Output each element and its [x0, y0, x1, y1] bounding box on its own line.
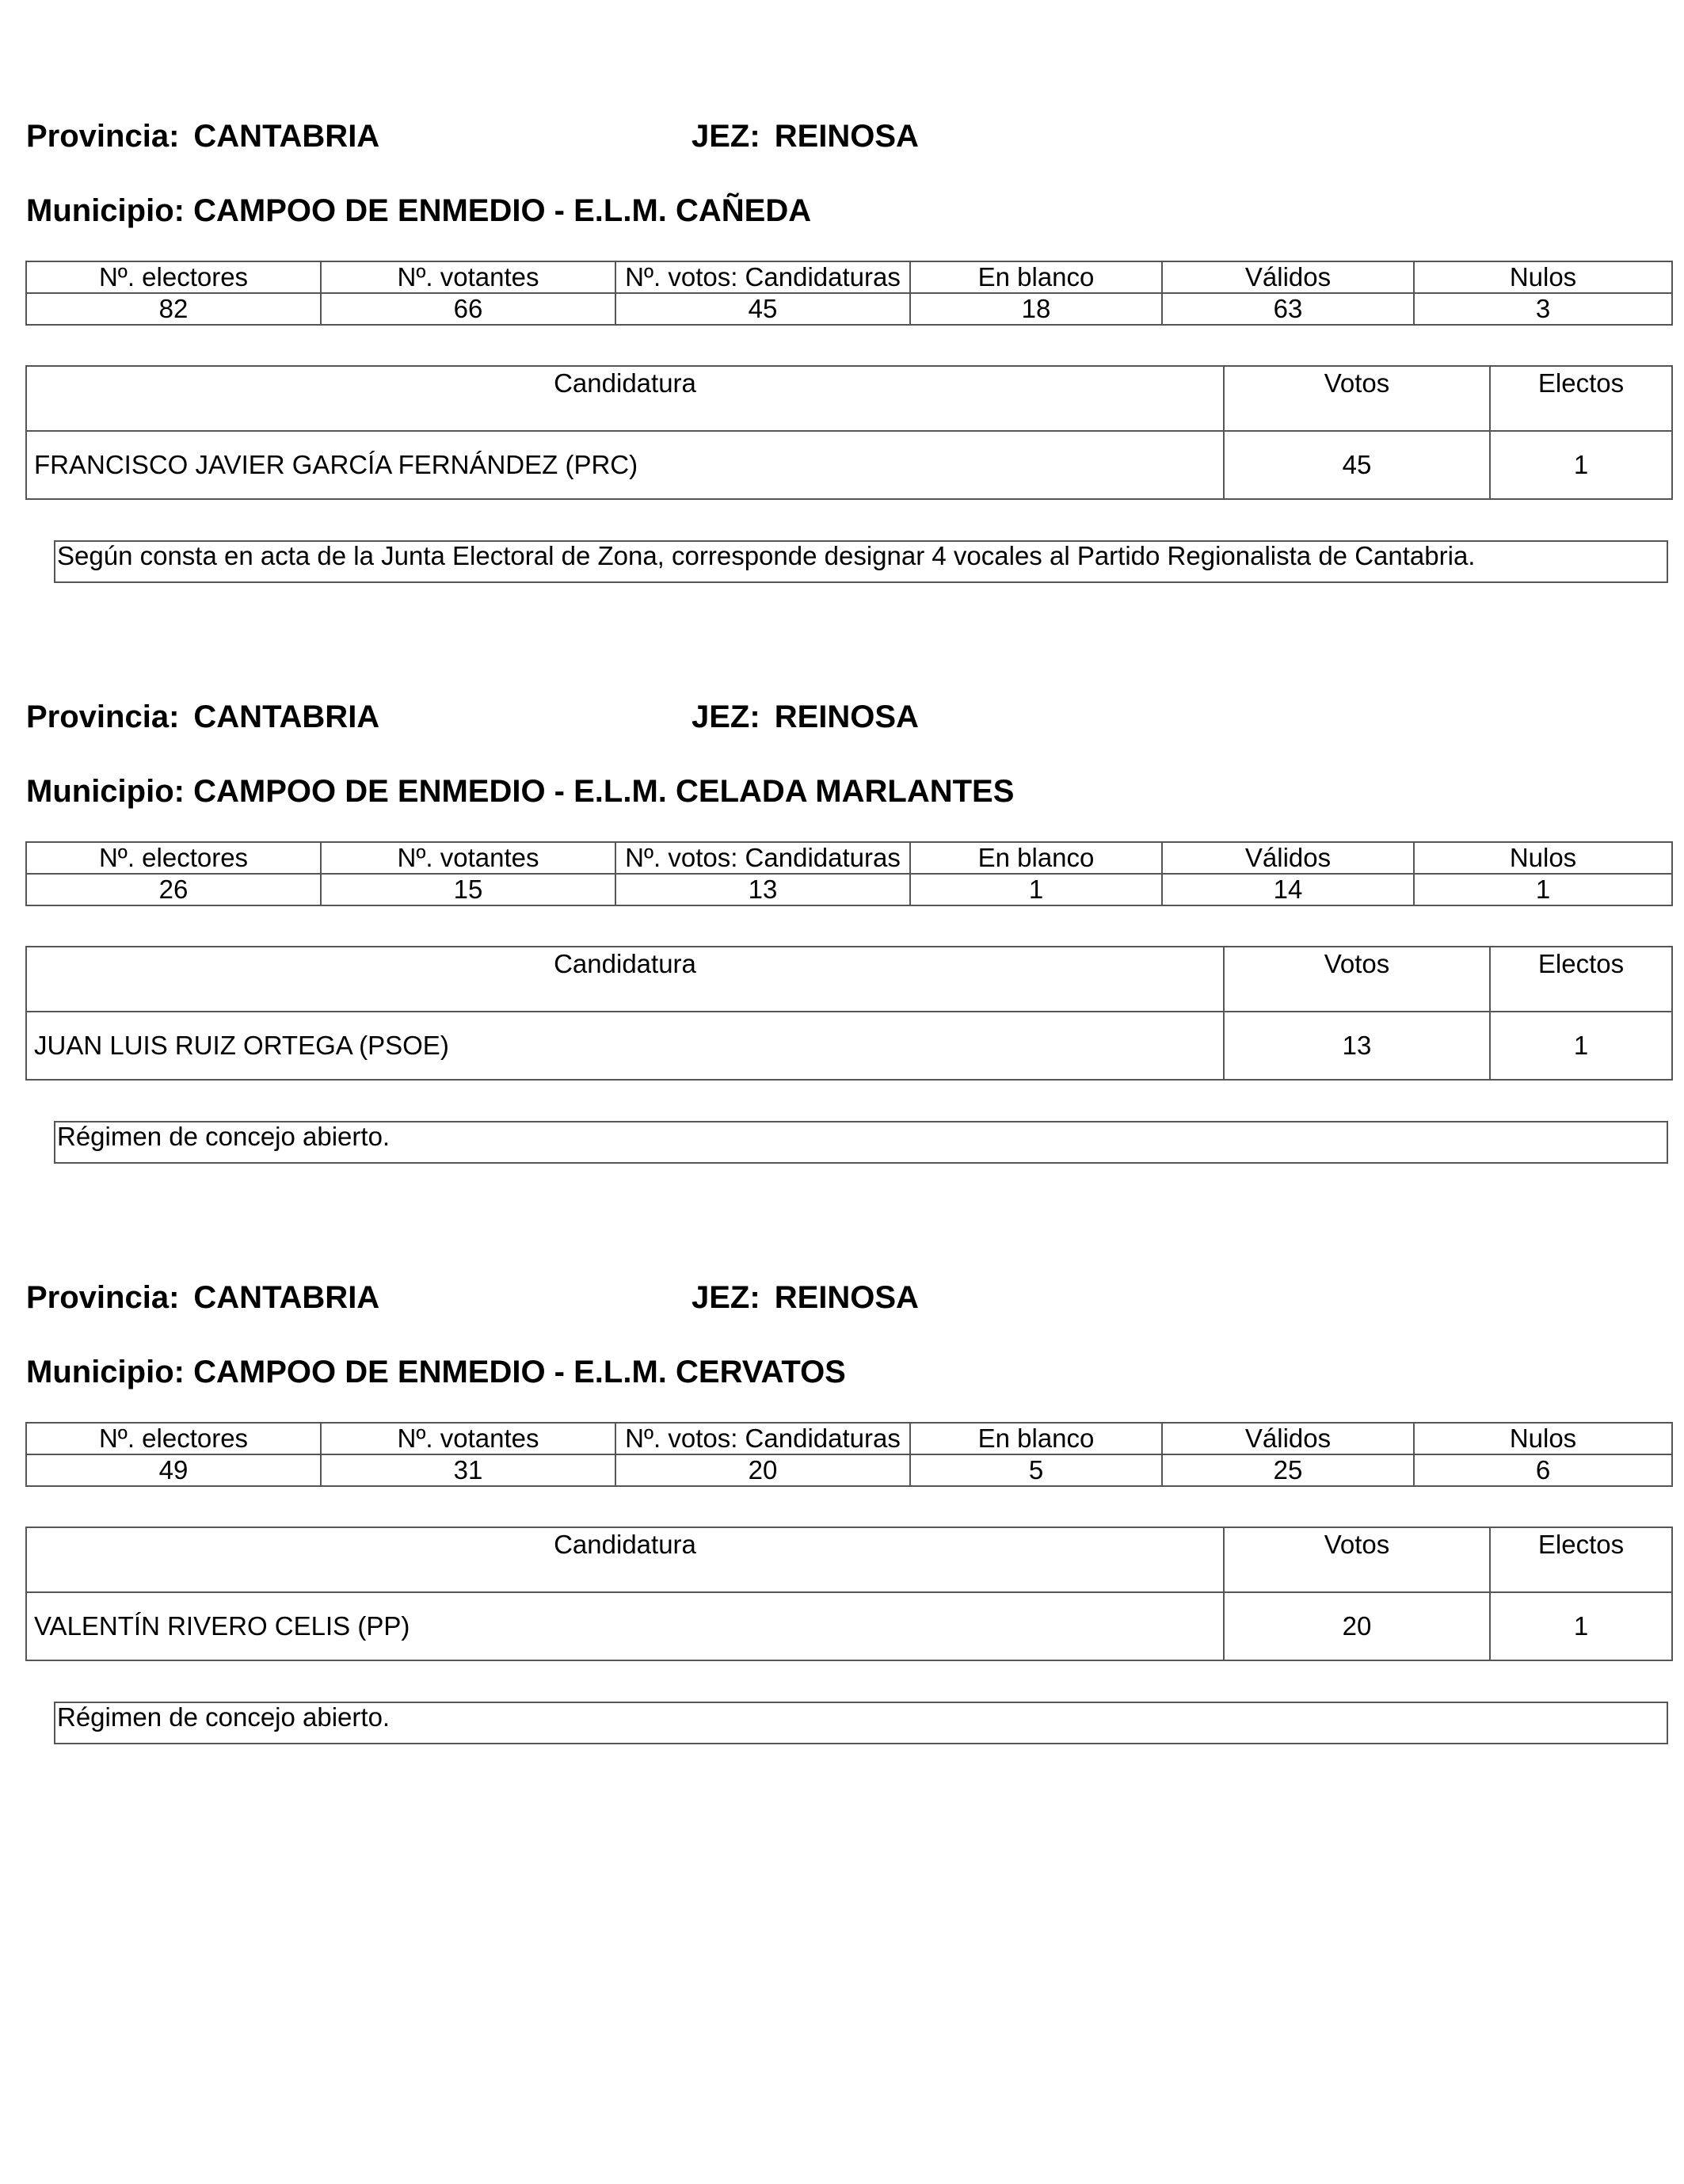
stats-header-validos: Válidos — [1162, 261, 1414, 293]
candidate-name: JUAN LUIS RUIZ ORTEGA (PSOE) — [26, 1012, 1224, 1080]
stats-value-validos: 25 — [1162, 1454, 1414, 1486]
provincia-label: Provincia: — [26, 699, 180, 734]
candidates-table — [25, 946, 1673, 1081]
candidate-electos: 1 — [1490, 431, 1672, 499]
stats-value-row — [26, 1454, 1672, 1486]
jez-value: REINOSA — [774, 699, 919, 734]
votos-header: Votos — [1224, 366, 1490, 431]
stats-header-en-blanco: En blanco — [910, 842, 1162, 874]
candidatura-header: Candidatura — [26, 947, 1224, 1012]
stats-header-row — [26, 1423, 1672, 1454]
stats-value-votos-candidaturas: 13 — [615, 874, 910, 905]
stats-header-electores: Nº. electores — [26, 261, 321, 293]
jez-heading — [692, 701, 919, 733]
candidate-name: FRANCISCO JAVIER GARCÍA FERNÁNDEZ (PRC) — [26, 431, 1224, 499]
observation-note: Régimen de concejo abierto. — [54, 1702, 1668, 1744]
stats-table — [25, 261, 1673, 326]
votos-header: Votos — [1224, 947, 1490, 1012]
candidate-electos: 1 — [1490, 1592, 1672, 1660]
municipio-label: Municipio: — [26, 193, 185, 228]
stats-header-en-blanco: En blanco — [910, 1423, 1162, 1454]
stats-header-votos-candidaturas: Nº. votos: Candidaturas — [615, 1423, 910, 1454]
municipio-heading — [26, 1356, 846, 1388]
stats-header-row — [26, 842, 1672, 874]
candidate-votos: 20 — [1224, 1592, 1490, 1660]
observation-note: Según consta en acta de la Junta Electoral de Zona, corresponde designar 4 vocales al Partido Regionalista de Cantabria. — [54, 540, 1668, 583]
stats-header-votos-candidaturas: Nº. votos: Candidaturas — [615, 261, 910, 293]
candidate-row — [26, 1592, 1672, 1660]
election-section — [0, 581, 1684, 1175]
stats-value-row — [26, 293, 1672, 325]
stats-header-electores: Nº. electores — [26, 842, 321, 874]
municipio-value: CAMPOO DE ENMEDIO - E.L.M. CERVATOS — [193, 1355, 846, 1389]
provincia-value: CANTABRIA — [193, 119, 380, 154]
jez-heading — [692, 1282, 919, 1313]
stats-header-nulos: Nulos — [1414, 842, 1672, 874]
election-section — [0, 0, 1684, 594]
candidate-electos: 1 — [1490, 1012, 1672, 1080]
candidatura-header: Candidatura — [26, 1527, 1224, 1592]
stats-header-votos-candidaturas: Nº. votos: Candidaturas — [615, 842, 910, 874]
stats-table — [25, 1422, 1673, 1487]
stats-header-nulos: Nulos — [1414, 1423, 1672, 1454]
jez-value: REINOSA — [774, 1280, 919, 1315]
stats-value-validos: 14 — [1162, 874, 1414, 905]
stats-value-votantes: 31 — [321, 1454, 615, 1486]
candidatura-header: Candidatura — [26, 366, 1224, 431]
provincia-value: CANTABRIA — [193, 699, 380, 734]
municipio-label: Municipio: — [26, 1355, 185, 1389]
observation-note: Régimen de concejo abierto. — [54, 1121, 1668, 1164]
stats-value-votantes: 66 — [321, 293, 615, 325]
municipio-label: Municipio: — [26, 774, 185, 809]
candidates-table — [25, 1527, 1673, 1661]
candidate-votos: 13 — [1224, 1012, 1490, 1080]
candidate-row — [26, 1012, 1672, 1080]
stats-header-row — [26, 261, 1672, 293]
provincia-label: Provincia: — [26, 1280, 180, 1315]
stats-table — [25, 841, 1673, 906]
candidates-table — [25, 365, 1673, 500]
jez-label: JEZ: — [692, 119, 760, 154]
provincia-heading — [26, 701, 379, 733]
stats-header-nulos: Nulos — [1414, 261, 1672, 293]
stats-value-nulos: 6 — [1414, 1454, 1672, 1486]
stats-header-en-blanco: En blanco — [910, 261, 1162, 293]
votos-header: Votos — [1224, 1527, 1490, 1592]
stats-value-votos-candidaturas: 45 — [615, 293, 910, 325]
stats-value-electores: 49 — [26, 1454, 321, 1486]
jez-label: JEZ: — [692, 699, 760, 734]
stats-value-nulos: 1 — [1414, 874, 1672, 905]
stats-value-electores: 82 — [26, 293, 321, 325]
stats-header-votantes: Nº. votantes — [321, 1423, 615, 1454]
candidates-header-row — [26, 366, 1672, 431]
stats-value-en-blanco: 1 — [910, 874, 1162, 905]
stats-value-en-blanco: 5 — [910, 1454, 1162, 1486]
municipio-value: CAMPOO DE ENMEDIO - E.L.M. CAÑEDA — [193, 193, 812, 228]
stats-header-validos: Válidos — [1162, 1423, 1414, 1454]
jez-heading — [692, 120, 919, 152]
candidates-header-row — [26, 1527, 1672, 1592]
municipio-value: CAMPOO DE ENMEDIO - E.L.M. CELADA MARLANTES — [193, 774, 1015, 809]
jez-value: REINOSA — [774, 119, 919, 154]
stats-value-row — [26, 874, 1672, 905]
electos-header: Electos — [1490, 1527, 1672, 1592]
electos-header: Electos — [1490, 366, 1672, 431]
stats-value-electores: 26 — [26, 874, 321, 905]
stats-header-electores: Nº. electores — [26, 1423, 321, 1454]
candidate-row — [26, 431, 1672, 499]
stats-header-votantes: Nº. votantes — [321, 261, 615, 293]
stats-value-en-blanco: 18 — [910, 293, 1162, 325]
stats-value-nulos: 3 — [1414, 293, 1672, 325]
stats-value-votantes: 15 — [321, 874, 615, 905]
candidate-votos: 45 — [1224, 431, 1490, 499]
stats-value-validos: 63 — [1162, 293, 1414, 325]
candidates-header-row — [26, 947, 1672, 1012]
provincia-heading — [26, 1282, 379, 1313]
election-section — [0, 1161, 1684, 1755]
stats-header-validos: Válidos — [1162, 842, 1414, 874]
stats-header-votantes: Nº. votantes — [321, 842, 615, 874]
provincia-value: CANTABRIA — [193, 1280, 380, 1315]
jez-label: JEZ: — [692, 1280, 760, 1315]
stats-value-votos-candidaturas: 20 — [615, 1454, 910, 1486]
municipio-heading — [26, 195, 811, 227]
municipio-heading — [26, 776, 1014, 807]
provincia-label: Provincia: — [26, 119, 180, 154]
candidate-name: VALENTÍN RIVERO CELIS (PP) — [26, 1592, 1224, 1660]
electos-header: Electos — [1490, 947, 1672, 1012]
provincia-heading — [26, 120, 379, 152]
